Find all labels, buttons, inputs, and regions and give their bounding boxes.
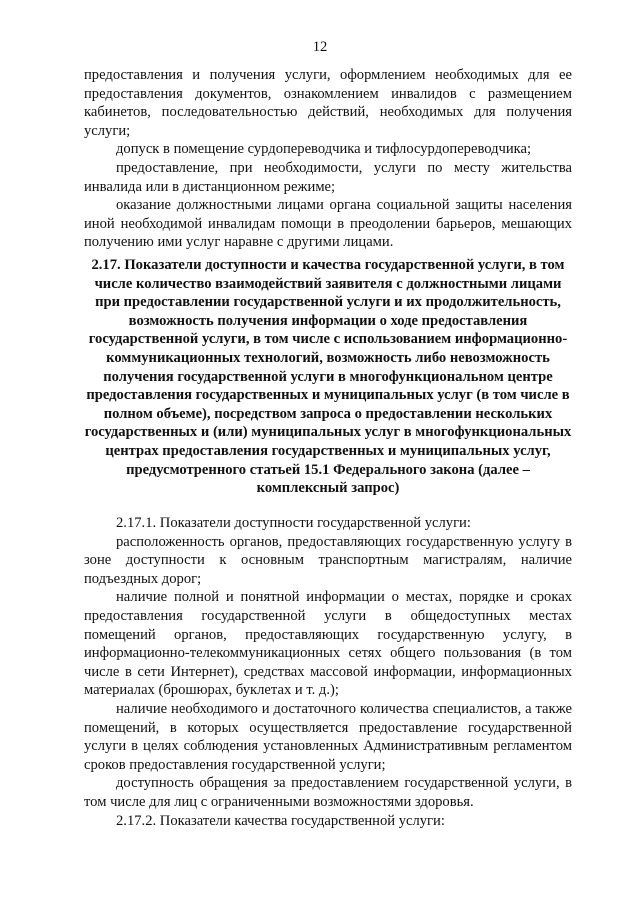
paragraph: доступность обращения за предоставлением государственной услуги, в том числе для лиц с ограниченными возможностями здоровья. bbox=[84, 775, 572, 810]
bottom-paragraphs bbox=[84, 514, 572, 830]
page-number: 12 bbox=[312, 39, 328, 55]
paragraph: предоставление, при необходимости, услуги по месту жительства инвалида или в дистанционном режиме; bbox=[84, 159, 572, 195]
top-paragraphs bbox=[84, 66, 572, 252]
paragraph: наличие полной и понятной информации о местах, порядке и сроках предоставления государственной услуги в общедоступных местах помещений органов, предоставляющих государственную услугу, в информационно-телекоммуникационных сетях общего пользования (в том числе в сети Интернет), средствах массовой информации, информационных материалах (брошюрах, буклетах и т. д.); bbox=[84, 589, 572, 699]
paragraph: наличие необходимого и достаточного количества специалистов, а также помещений, в которых осуществляется предоставление государственной услуги в целях соблюдения установленных Административным регламентом сроков предоставления государственной услуги; bbox=[84, 700, 572, 773]
paragraph: предоставления и получения услуги, оформлением необходимых для ее предоставления документов, ознакомлением инвалидов с размещением кабинетов, последовательностью действий, необходимых для получения услуги; bbox=[84, 67, 572, 139]
paragraph: оказание должностными лицами органа социальной защиты населения иной необходимой инвалидам помощи в преодолении барьеров, мешающих получению ими услуг наравне с другими лицами. bbox=[84, 197, 572, 251]
paragraph: 2.17.2. Показатели качества государственной услуги: bbox=[116, 812, 445, 829]
section-heading: 2.17. Показатели доступности и качества государственной услуги, в том числе количество взаимодействий заявителя с должностными лицами при предоставлении государственной услуги и их продолжительность, возможность получения информации о ходе предоставления государственной услуги, в том числе с использованием информационно-коммуникационных технологий, возможность либо невозможность получения государственной услуги в многофункциональном центре предоставления государственных и муниципальных услуг (в том числе в полном объеме), посредством запроса о предоставлении нескольких государственных и (или) муниципальных услуг в многофункциональных центрах предоставления государственных и муниципальных услуг, предусмотренного статьей 15.1 Федерального закона (далее – комплексный запрос) bbox=[84, 257, 572, 497]
section-heading-block bbox=[84, 256, 572, 498]
paragraph: расположенность органов, предоставляющих государственную услугу в зоне доступности к основным транспортным магистралям, наличие подъездных дорог; bbox=[84, 533, 572, 587]
paragraph: 2.17.1. Показатели доступности государственной услуги: bbox=[116, 515, 471, 531]
paragraph: допуск в помещение сурдопереводчика и тифлосурдопереводчика; bbox=[116, 141, 532, 158]
